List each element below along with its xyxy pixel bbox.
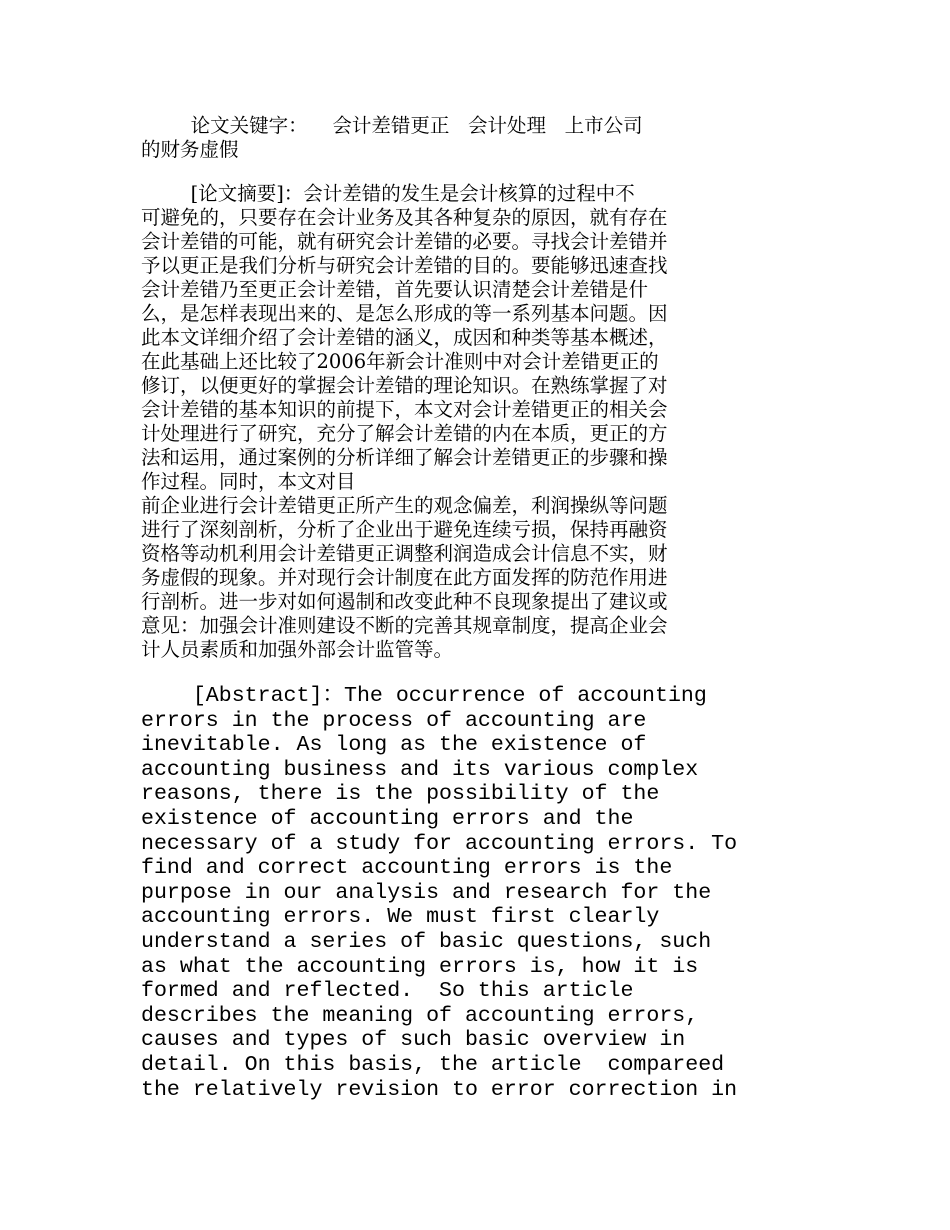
- english-abstract-line: accounting business and its various complex: [141, 757, 699, 782]
- chinese-abstract-line: 会计差错的可能，就有研究会计差错的必要。寻找会计差错并: [141, 230, 668, 253]
- chinese-abstract-line: 可避免的，只要存在会计业务及其各种复杂的原因，就有存在: [141, 206, 668, 229]
- chinese-abstract-line: 作过程。同时，本文对目: [141, 470, 356, 493]
- chinese-abstract-line: 此本文详细介绍了会计差错的涵义，成因和种类等基本概述，: [141, 326, 668, 349]
- chinese-abstract-line: 前企业进行会计差错更正所产生的观念偏差，利润操纵等问题: [141, 494, 668, 517]
- english-abstract-line: purpose in our analysis and research for the: [141, 880, 712, 905]
- chinese-abstract-line: 会计差错的基本知识的前提下，本文对会计差错更正的相关会: [141, 398, 668, 421]
- chinese-abstract-line: 意见：加强会计准则建设不断的完善其规章制度，提高企业会: [141, 614, 668, 637]
- english-abstract-line: find and correct accounting errors is the: [141, 856, 673, 881]
- english-abstract-line: detail. On this basis, the article compareed: [141, 1052, 725, 1077]
- chinese-abstract-line: 会计差错乃至更正会计差错，首先要认识清楚会计差错是什: [141, 278, 649, 301]
- english-abstract-line: accounting errors. We must first clearly: [141, 905, 660, 930]
- keywords-line: 论文关键字： 会计差错更正 会计处理 上市公司: [141, 114, 643, 137]
- english-abstract-paragraph: [141, 684, 741, 1102]
- chinese-abstract-line: 务虚假的现象。并对现行会计制度在此方面发挥的防范作用进: [141, 566, 668, 589]
- english-abstract-line: reasons, there is the possibility of the: [141, 782, 660, 807]
- english-abstract-line: describes the meaning of accounting errors,: [141, 1003, 699, 1028]
- keywords-line: 的财务虚假: [141, 138, 239, 161]
- english-abstract-line: inevitable. As long as the existence of: [141, 733, 647, 758]
- chinese-abstract-line: 计处理进行了研究，充分了解会计差错的内在本质，更正的方: [141, 422, 668, 445]
- english-abstract-line: [Abstract]：The occurrence of accounting: [141, 684, 707, 708]
- chinese-abstract-line: 资格等动机利用会计差错更正调整利润造成会计信息不实，财: [141, 542, 668, 565]
- english-abstract-line: the relatively revision to error correction in: [141, 1077, 738, 1102]
- english-abstract-line: existence of accounting errors and the: [141, 806, 634, 831]
- chinese-abstract-line: 予以更正是我们分析与研究会计差错的目的。要能够迅速查找: [141, 254, 668, 277]
- english-abstract-line: understand a series of basic questions, such: [141, 929, 712, 954]
- chinese-abstract-line: 修订，以便更好的掌握会计差错的理论知识。在熟练掌握了对: [141, 374, 668, 397]
- english-abstract-line: formed and reflected. So this article: [141, 979, 634, 1004]
- chinese-abstract-line: 进行了深刻剖析，分析了企业出于避免连续亏损，保持再融资: [141, 518, 668, 541]
- english-abstract-line: as what the accounting errors is, how it is: [141, 954, 699, 979]
- english-abstract-line: causes and types of such basic overview in: [141, 1028, 686, 1053]
- chinese-abstract-line: [论文摘要]：会计差错的发生是会计核算的过程中不: [141, 182, 635, 205]
- chinese-abstract-line: 计人员素质和加强外部会计监管等。: [141, 638, 454, 661]
- chinese-abstract-line: 么，是怎样表现出来的、是怎么形成的等一系列基本问题。因: [141, 302, 668, 325]
- english-abstract-line: errors in the process of accounting are: [141, 708, 647, 733]
- chinese-abstract-paragraph: [141, 182, 741, 662]
- keywords-paragraph: [141, 114, 741, 162]
- chinese-abstract-line: 行剖析。进一步对如何遏制和改变此种不良现象提出了建议或: [141, 590, 668, 613]
- chinese-abstract-line: 在此基础上还比较了2006年新会计准则中对会计差错更正的: [141, 350, 659, 373]
- english-abstract-line: necessary of a study for accounting errors. To: [141, 831, 738, 856]
- chinese-abstract-line: 法和运用，通过案例的分析详细了解会计差错更正的步骤和操: [141, 446, 668, 469]
